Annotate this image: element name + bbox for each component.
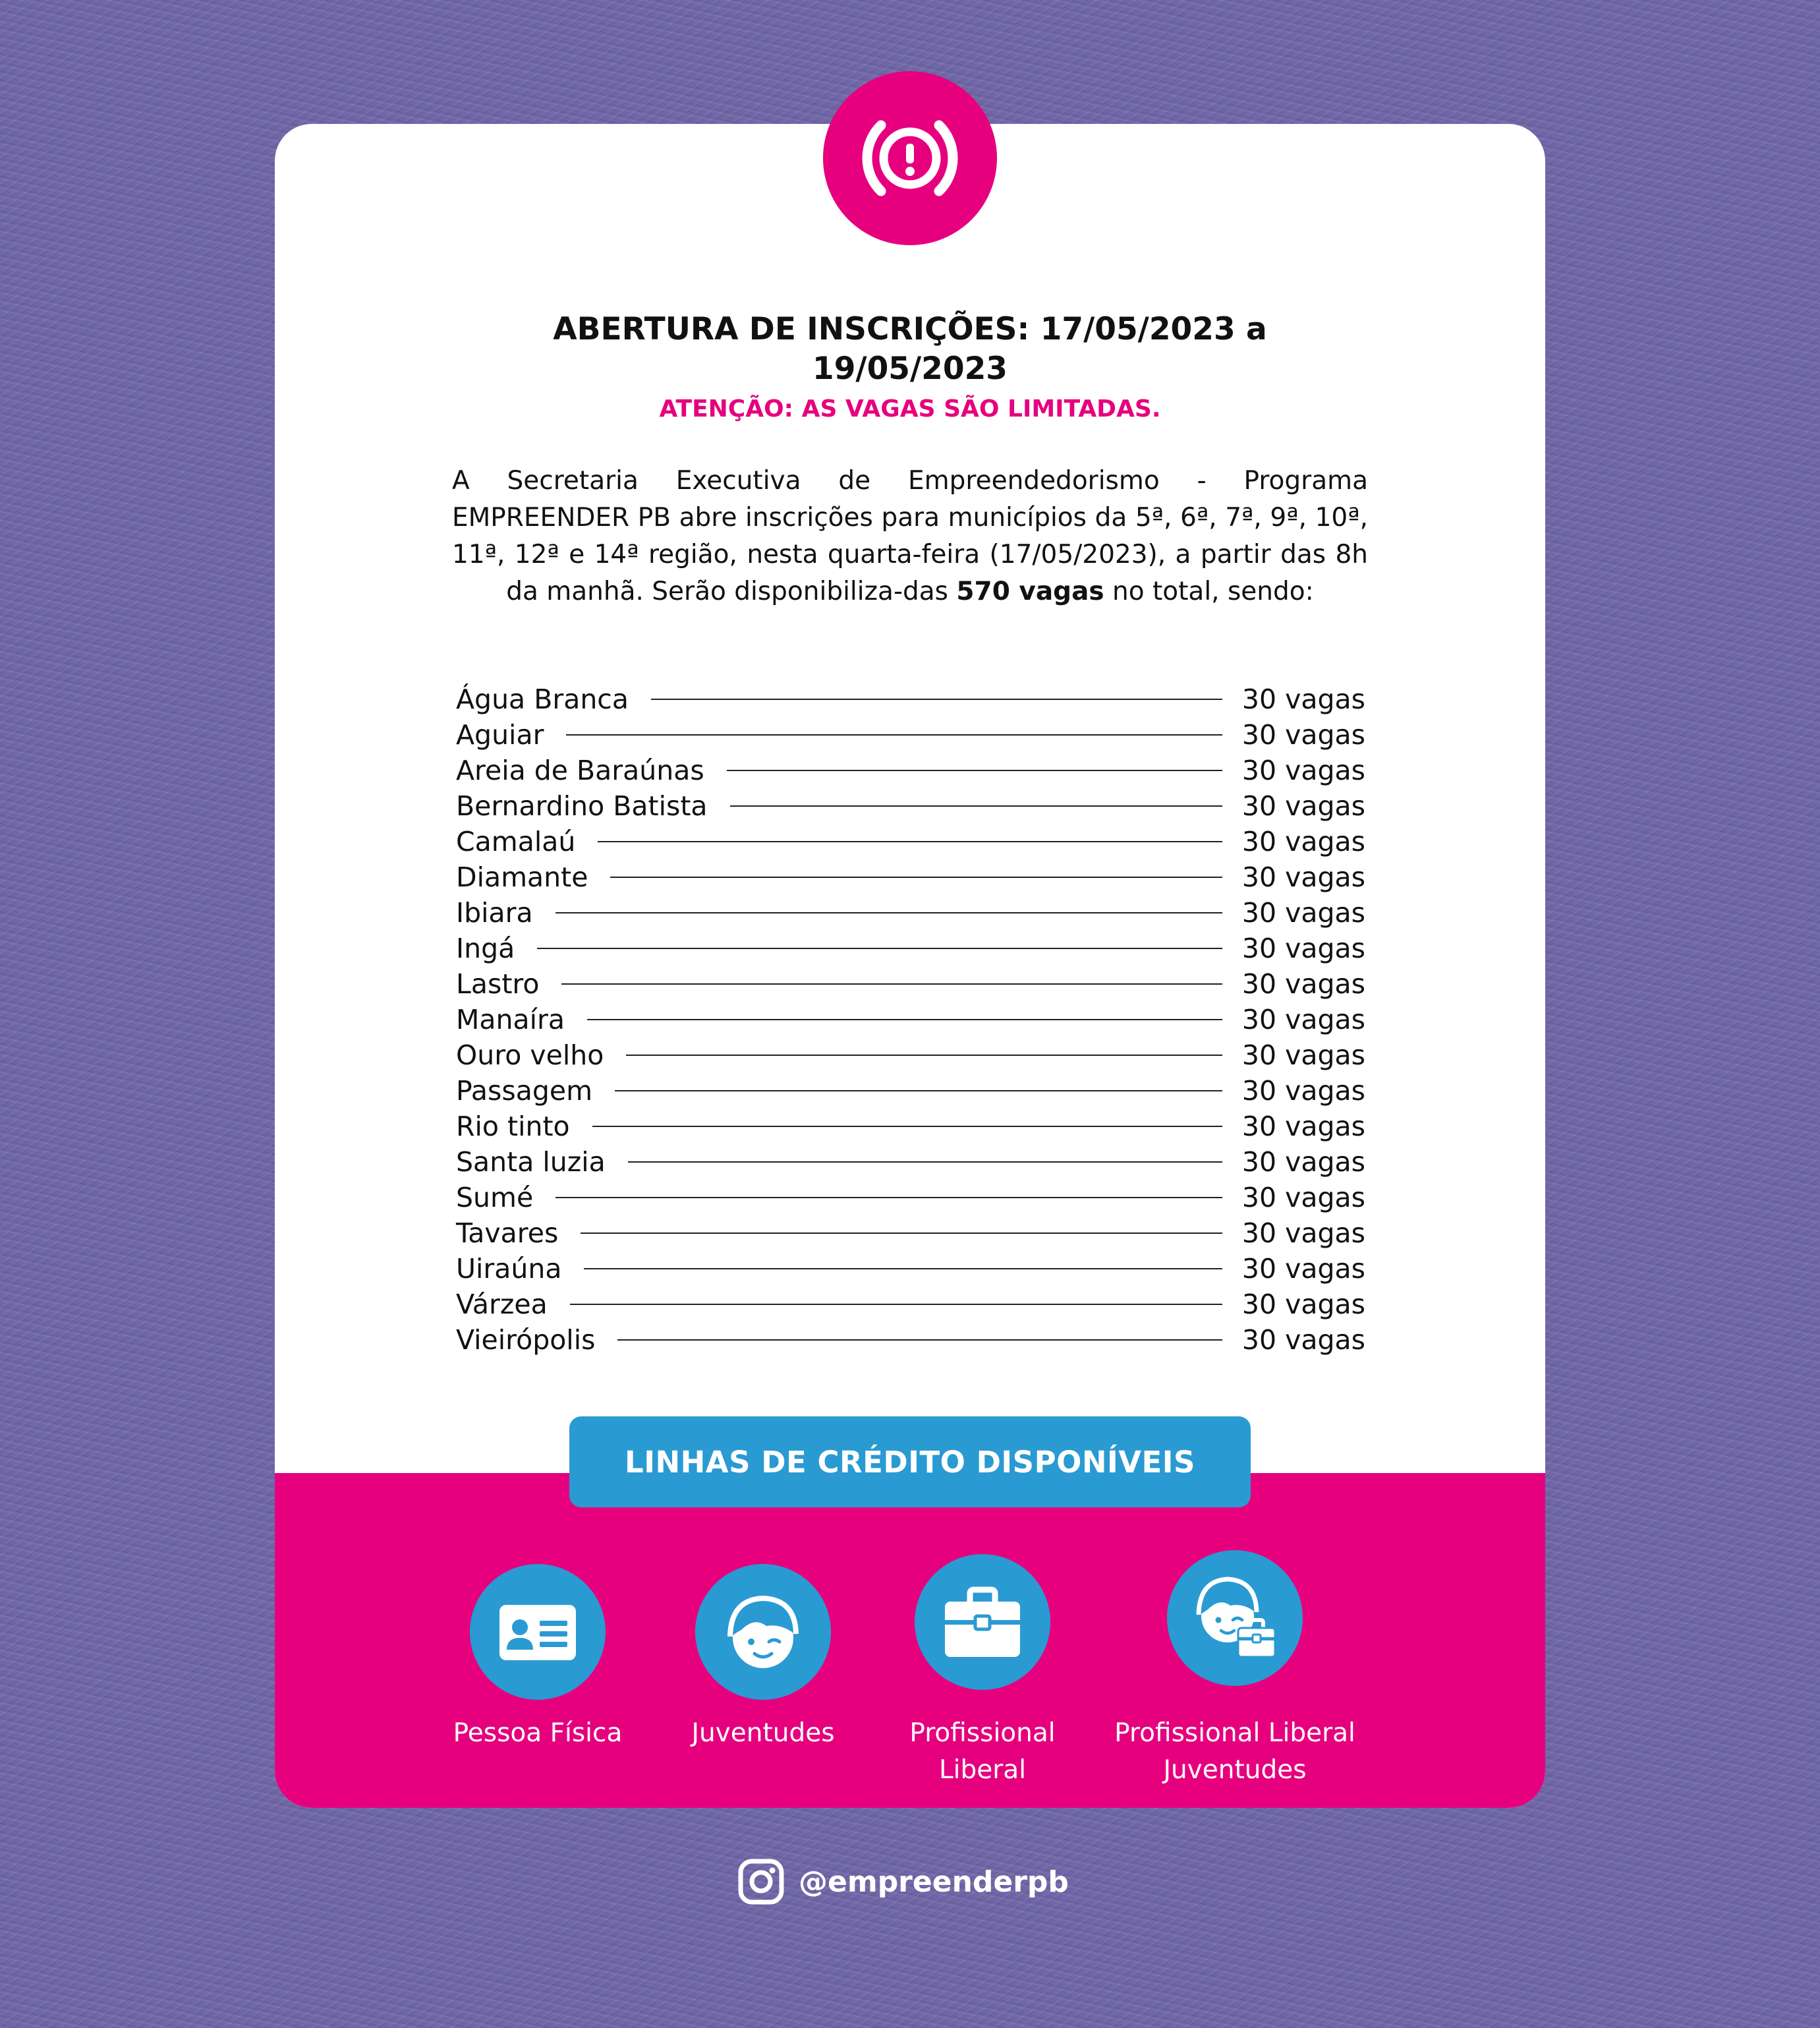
vacancy-count: 30 vagas xyxy=(1241,790,1365,822)
dotted-leader-line xyxy=(566,734,1222,736)
municipality-name: Lastro xyxy=(456,968,540,1000)
dotted-leader-line xyxy=(587,1019,1222,1020)
dotted-leader-line xyxy=(537,948,1222,949)
dotted-leader-line xyxy=(615,1090,1222,1091)
municipality-name: Ibiara xyxy=(456,897,533,929)
dotted-leader-line xyxy=(570,1304,1222,1305)
credit-line-label: Profissional Liberal xyxy=(909,1718,1056,1785)
intro-text: A Secretaria Executiva de Empreendedorismo - Programa EMPREENDER PB abre inscrições para municípios da 5ª, 6ª, 7ª, 9ª, 10ª, 11ª, 12ª e 14ª região, nesta quarta-feira (17/05/2023), a partir das 8h da manhã. Serão disponibiliza-das xyxy=(452,466,1368,606)
municipality-name: Água Branca xyxy=(456,683,629,715)
municipality-name: Vieirópolis xyxy=(456,1324,596,1356)
municipality-name: Manaíra xyxy=(456,1004,565,1035)
municipality-row xyxy=(456,1287,1365,1322)
municipality-name: Sumé xyxy=(456,1182,534,1213)
alert-icon xyxy=(823,71,997,245)
dotted-leader-line xyxy=(584,1268,1222,1269)
vacancy-count: 30 vagas xyxy=(1241,1253,1365,1285)
municipality-row xyxy=(456,681,1365,717)
total-vacancies: 570 vagas xyxy=(956,577,1104,606)
vacancy-count: 30 vagas xyxy=(1241,1111,1365,1142)
id-card-icon xyxy=(470,1564,606,1700)
dotted-leader-line xyxy=(555,912,1222,913)
municipality-row xyxy=(456,1144,1365,1180)
municipality-row xyxy=(456,753,1365,788)
dotted-leader-line xyxy=(730,805,1222,807)
vacancy-count: 30 vagas xyxy=(1241,897,1365,929)
intro-paragraph xyxy=(452,463,1368,610)
vacancy-count: 30 vagas xyxy=(1241,1182,1365,1213)
municipality-name: Ouro velho xyxy=(456,1039,604,1071)
vacancy-count: 30 vagas xyxy=(1241,1324,1365,1356)
intro-text-end: no total, sendo: xyxy=(1112,577,1314,606)
social-handle[interactable] xyxy=(737,1856,1069,1907)
dotted-leader-line xyxy=(651,699,1222,700)
municipality-row xyxy=(456,1251,1365,1287)
vacancy-count: 30 vagas xyxy=(1241,1004,1365,1035)
briefcase-icon xyxy=(915,1554,1050,1690)
page-title xyxy=(461,310,1359,389)
instagram-icon xyxy=(737,1857,785,1906)
credit-line-label: Pessoa Física xyxy=(453,1718,623,1748)
dotted-leader-line xyxy=(626,1055,1222,1056)
municipality-row xyxy=(456,1322,1365,1358)
instagram-handle[interactable]: @empreenderpb xyxy=(799,1865,1069,1899)
vacancy-count: 30 vagas xyxy=(1241,1075,1365,1107)
attention-notice: ATENÇÃO: AS VAGAS SÃO LIMITADAS. xyxy=(659,395,1161,422)
vacancy-count: 30 vagas xyxy=(1241,1146,1365,1178)
dotted-leader-line xyxy=(561,983,1222,985)
municipality-name: Passagem xyxy=(456,1075,593,1107)
dotted-leader-line xyxy=(555,1197,1222,1198)
young-person-briefcase-icon xyxy=(1167,1550,1303,1686)
municipality-name: Tavares xyxy=(456,1217,559,1249)
municipality-name: Rio tinto xyxy=(456,1111,570,1142)
municipality-name: Aguiar xyxy=(456,719,544,751)
vacancy-count: 30 vagas xyxy=(1241,1039,1365,1071)
vacancy-count: 30 vagas xyxy=(1241,1217,1365,1249)
municipality-name: Uiraúna xyxy=(456,1253,562,1285)
municipality-name: Bernardino Batista xyxy=(456,790,708,822)
vacancy-count: 30 vagas xyxy=(1241,826,1365,857)
dotted-leader-line xyxy=(628,1161,1222,1163)
municipality-row xyxy=(456,1002,1365,1037)
credit-lines-title: LINHAS DE CRÉDITO DISPONÍVEIS xyxy=(569,1416,1251,1507)
municipality-row xyxy=(456,788,1365,824)
dotted-leader-line xyxy=(592,1126,1222,1127)
municipality-name: Várzea xyxy=(456,1289,548,1320)
municipality-row xyxy=(456,895,1365,931)
municipality-row xyxy=(456,966,1365,1002)
title-line-1: ABERTURA DE INSCRIÇÕES: 17/05/2023 a xyxy=(553,311,1267,347)
young-person-icon xyxy=(695,1564,831,1700)
vacancy-count: 30 vagas xyxy=(1241,719,1365,751)
dotted-leader-line xyxy=(610,877,1222,878)
title-line-2: 19/05/2023 xyxy=(812,351,1008,387)
municipality-list xyxy=(456,681,1365,1358)
municipality-name: Areia de Baraúnas xyxy=(456,755,704,786)
credit-line-label: Juventudes xyxy=(691,1718,835,1748)
dotted-leader-line xyxy=(598,841,1222,842)
vacancy-count: 30 vagas xyxy=(1241,683,1365,715)
municipality-name: Camalaú xyxy=(456,826,576,857)
municipality-name: Ingá xyxy=(456,933,515,964)
municipality-name: Diamante xyxy=(456,861,588,893)
municipality-row xyxy=(456,824,1365,859)
dotted-leader-line xyxy=(581,1232,1222,1234)
municipality-row xyxy=(456,1180,1365,1215)
vacancy-count: 30 vagas xyxy=(1241,1289,1365,1320)
municipality-row xyxy=(456,859,1365,895)
vacancy-count: 30 vagas xyxy=(1241,968,1365,1000)
municipality-row xyxy=(456,1109,1365,1144)
municipality-row xyxy=(456,717,1365,753)
municipality-row xyxy=(456,931,1365,966)
vacancy-count: 30 vagas xyxy=(1241,933,1365,964)
credit-line-label: Profissional Liberal Juventudes xyxy=(1114,1718,1355,1785)
dotted-leader-line xyxy=(617,1339,1222,1341)
municipality-row xyxy=(456,1215,1365,1251)
municipality-row xyxy=(456,1037,1365,1073)
vacancy-count: 30 vagas xyxy=(1241,861,1365,893)
municipality-name: Santa luzia xyxy=(456,1146,606,1178)
vacancy-count: 30 vagas xyxy=(1241,755,1365,786)
municipality-row xyxy=(456,1073,1365,1109)
dotted-leader-line xyxy=(727,770,1222,771)
